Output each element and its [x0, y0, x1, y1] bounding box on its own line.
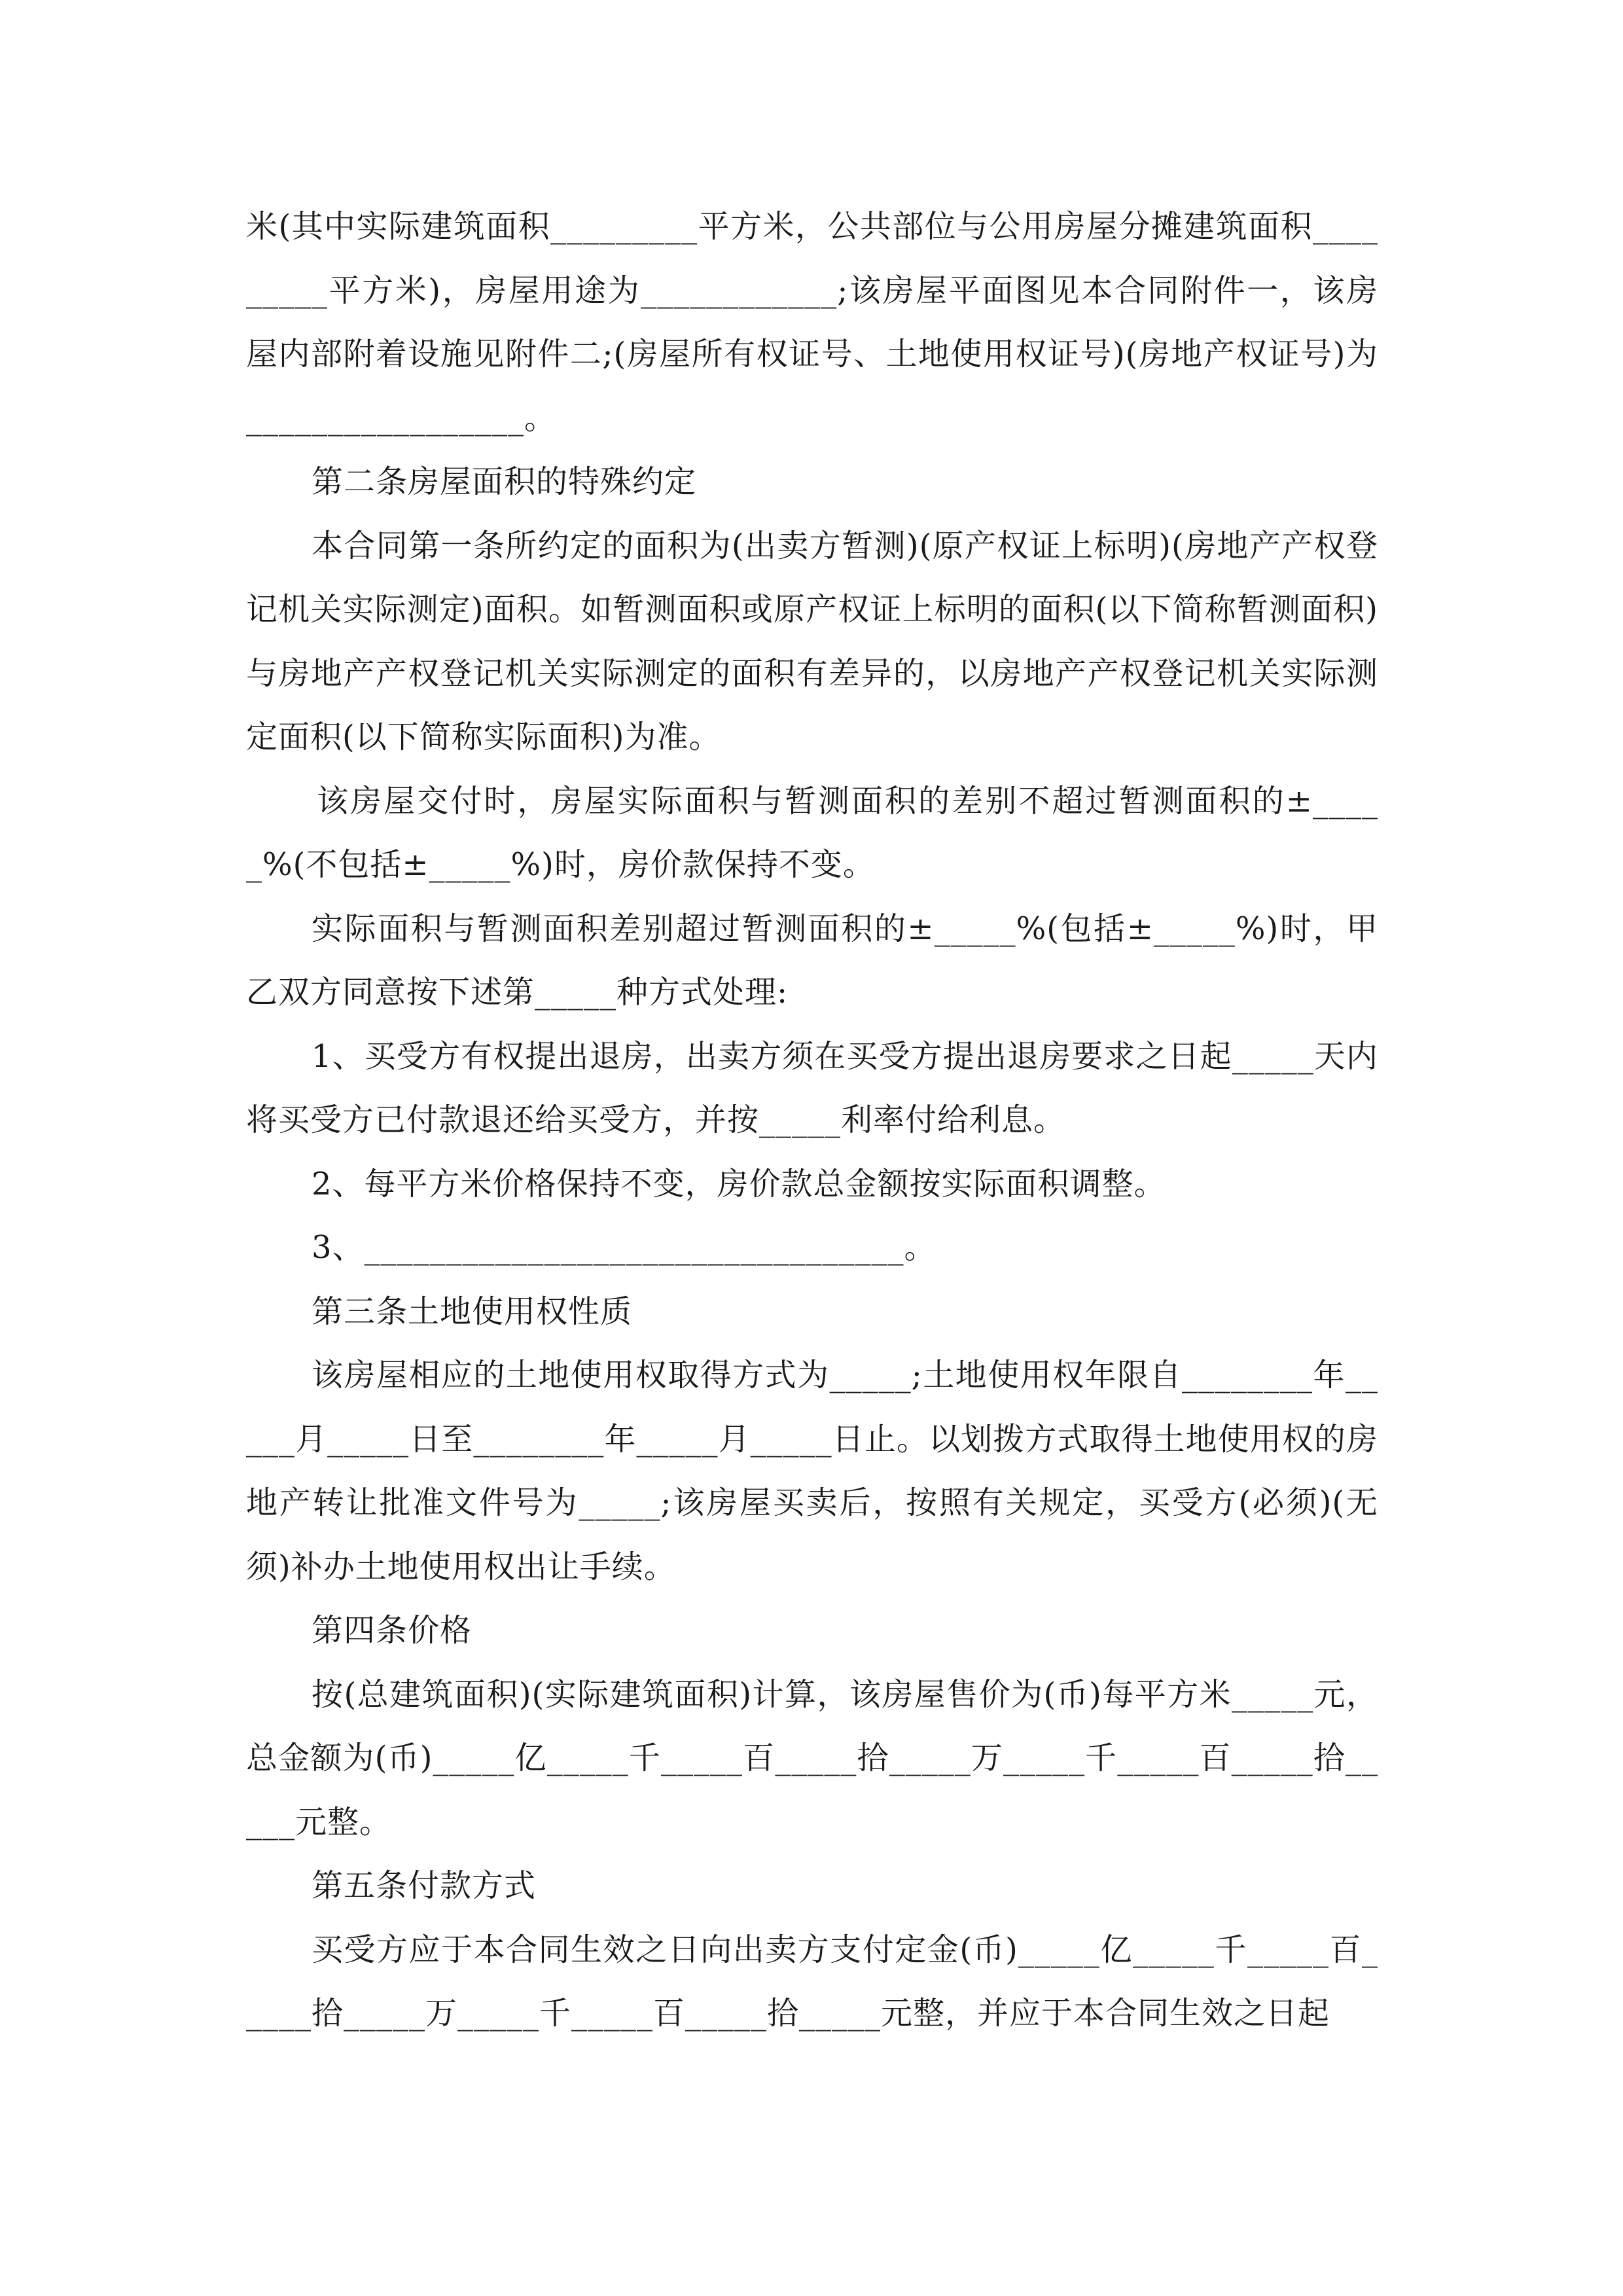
heading-article-2: 第二条房屋面积的特殊约定: [312, 463, 697, 500]
heading-article-5: 第五条付款方式: [312, 1867, 537, 1904]
paragraph-payment: 买受方应于本合同生效之日向出卖方支付定金(币)_____亿_____千_____百_____拾_____万_____千_____百_____拾_____元整，并应于本合同生效之日起: [246, 1931, 1378, 2032]
paragraph-option-1: 1、买受方有权提出退房，出卖方须在买受方提出退房要求之日起_____天内将买受方已付款退还给买受方，并按_____利率付给利息。: [246, 1037, 1378, 1138]
document-body: [246, 195, 1378, 2046]
heading-article-4: 第四条价格: [312, 1612, 473, 1649]
paragraph-option-2: 2、每平方米价格保持不变，房价款总金额按实际面积调整。: [312, 1165, 1166, 1202]
paragraph-option-3: 3、_________________________________。: [312, 1229, 936, 1266]
paragraph-area-tolerance: 该房屋交付时，房屋实际面积与暂测面积的差别不超过暂测面积的±_____%(不包括±_____%)时，房价款保持不变。: [246, 782, 1378, 883]
heading-article-3: 第三条土地使用权性质: [312, 1293, 633, 1330]
paragraph-area-details: 米(其中实际建筑面积_________平方米，公共部位与公用房屋分摊建筑面积_________平方米)，房屋用途为____________;该房屋平面图见本合同附件一，该房屋内部附着设施见附件二;(房屋所有权证号、土地使用权证号)(房地产权证号)为_________________。: [246, 208, 1378, 437]
paragraph-land-use: 该房屋相应的土地使用权取得方式为_____;土地使用权年限自________年_____月_____日至________年_____月_____日止。以划拨方式取得土地使用权的房地产转让批准文件号为_____;该房屋买卖后，按照有关规定，买受方(必须)(无须)补办土地使用权出让手续。: [246, 1357, 1378, 1585]
paragraph-area-definition: 本合同第一条所约定的面积为(出卖方暂测)(原产权证上标明)(房地产产权登记机关实际测定)面积。如暂测面积或原产权证上标明的面积(以下简称暂测面积)与房地产产权登记机关实际测定的面积有差异的，以房地产产权登记机关实际测定面积(以下简称实际面积)为准。: [246, 527, 1378, 755]
paragraph-price: 按(总建筑面积)(实际建筑面积)计算，该房屋售价为(币)每平方米_____元，总金额为(币)_____亿_____千_____百_____拾_____万_____千_____百_____拾_____元整。: [246, 1676, 1378, 1840]
paragraph-area-excess: 实际面积与暂测面积差别超过暂测面积的±_____%(包括±_____%)时，甲乙双方同意按下述第_____种方式处理:: [246, 910, 1378, 1011]
